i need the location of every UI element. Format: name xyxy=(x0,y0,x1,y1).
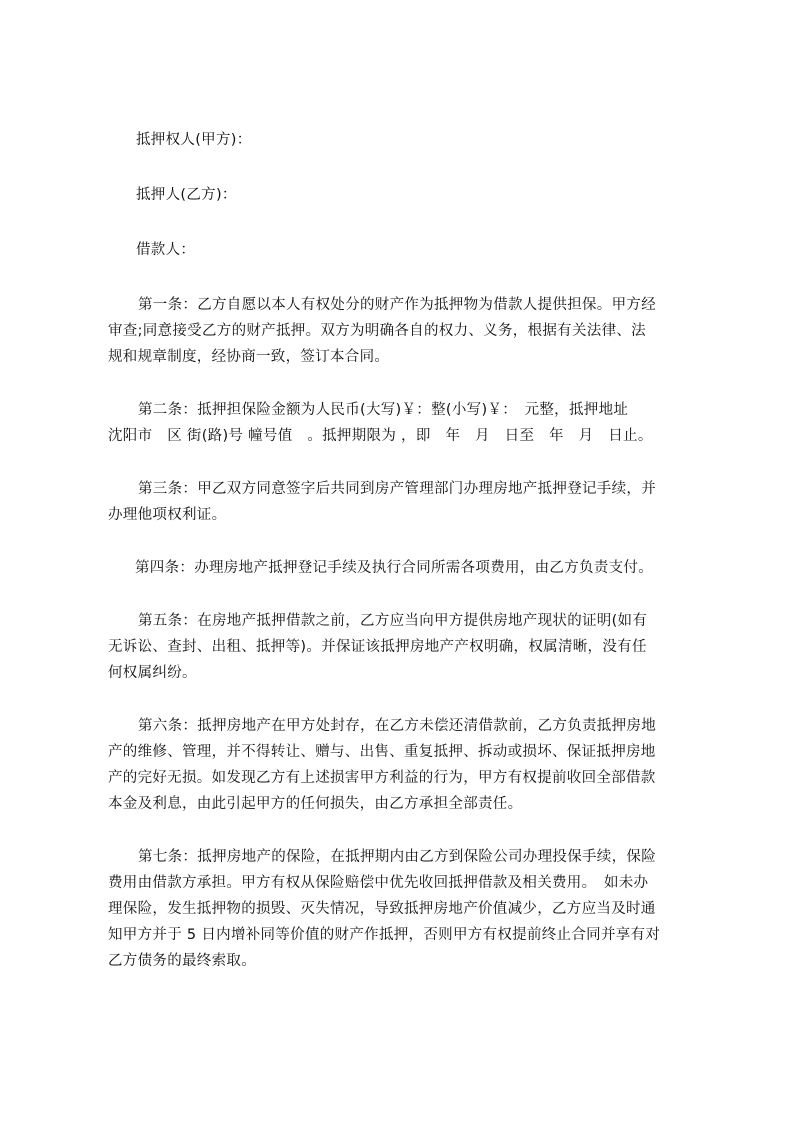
article-4-line-1: 第四条：办理房地产抵押登记手续及执行合同所需各项费用，由乙方负责支付。 xyxy=(135,560,653,576)
borrower-line xyxy=(108,237,700,263)
article-3-line-1: 第三条：甲乙双方同意签字后共同到房产管理部门办理房地产抵押登记手续，并 xyxy=(138,481,656,497)
article-3 xyxy=(108,476,700,528)
mortgagor-label: 抵押人(乙方)： xyxy=(136,187,237,203)
article-5-line-2: 无诉讼、查封、出租、抵押等)。并保证该抵押房地产产权明确，权属清晰，没有任 xyxy=(108,639,647,655)
article-7-line-2: 费用由借款方承担。甲方有权从保险赔偿中优先收回抵押借款及相关费用。 如未办 xyxy=(108,875,649,891)
article-7-line-5: 乙方债务的最终索取。 xyxy=(108,953,256,969)
article-6 xyxy=(108,713,700,817)
article-5 xyxy=(108,608,700,686)
article-1-line-1: 第一条：乙方自愿以本人有权处分的财产作为抵押物为借款人提供担保。甲方经 xyxy=(138,297,656,313)
article-2-line-2: 沈阳市 区 街(路)号 幢号值 。抵押期限为 ，即 年 月 日至 年 月 日止。 xyxy=(108,428,653,444)
article-5-line-3: 何权属纠纷。 xyxy=(108,665,197,681)
article-6-line-3: 产的完好无损。如发现乙方有上述损害甲方利益的行为，甲方有权提前收回全部借款 xyxy=(108,770,656,786)
document-body xyxy=(108,127,700,1001)
article-1 xyxy=(108,292,700,370)
article-6-line-4: 本金及利息，由此引起甲方的任何损失，由乙方承担全部责任。 xyxy=(108,796,523,812)
article-7-line-1: 第七条：抵押房地产的保险，在抵押期内由乙方到保险公司办理投保手续，保险 xyxy=(138,849,656,865)
article-1-line-3: 规和规章制度，经协商一致，签订本合同。 xyxy=(108,349,390,365)
article-1-line-2: 审查;同意接受乙方的财产抵押。双方为明确各自的权力、义务，根据有关法律、法 xyxy=(108,323,646,339)
article-7-line-3: 理保险，发生抵押物的损毁、灭失情况，导致抵押房地产价值减少，乙方应当及时通 xyxy=(108,901,656,917)
mortgagee-label: 抵押权人(甲方)： xyxy=(136,132,252,148)
borrower-label: 借款人： xyxy=(136,242,196,258)
article-5-line-1: 第五条：在房地产抵押借款之前，乙方应当向甲方提供房地产现状的证明(如有 xyxy=(138,613,648,629)
article-3-line-2: 办理他项权利证。 xyxy=(108,507,227,523)
article-7-line-4: 知甲方并于 5 日内增补同等价值的财产作抵押，否则甲方有权提前终止合同并享有对 xyxy=(108,927,661,943)
article-6-line-2: 产的维修、管理，并不得转让、赠与、出售、重复抵押、拆动或损坏、保证抵押房地 xyxy=(108,744,656,760)
mortgagee-line xyxy=(108,127,700,153)
mortgagor-line xyxy=(108,182,700,208)
article-4 xyxy=(108,555,700,581)
article-6-line-1: 第六条：抵押房地产在甲方处封存，在乙方未偿还清借款前，乙方负责抵押房地 xyxy=(138,718,656,734)
article-2 xyxy=(108,397,700,449)
article-7 xyxy=(108,844,700,974)
article-2-line-1: 第二条：抵押担保险金额为人民币(大写)￥：整(小写)￥： 元整，抵押地址 xyxy=(138,402,629,418)
